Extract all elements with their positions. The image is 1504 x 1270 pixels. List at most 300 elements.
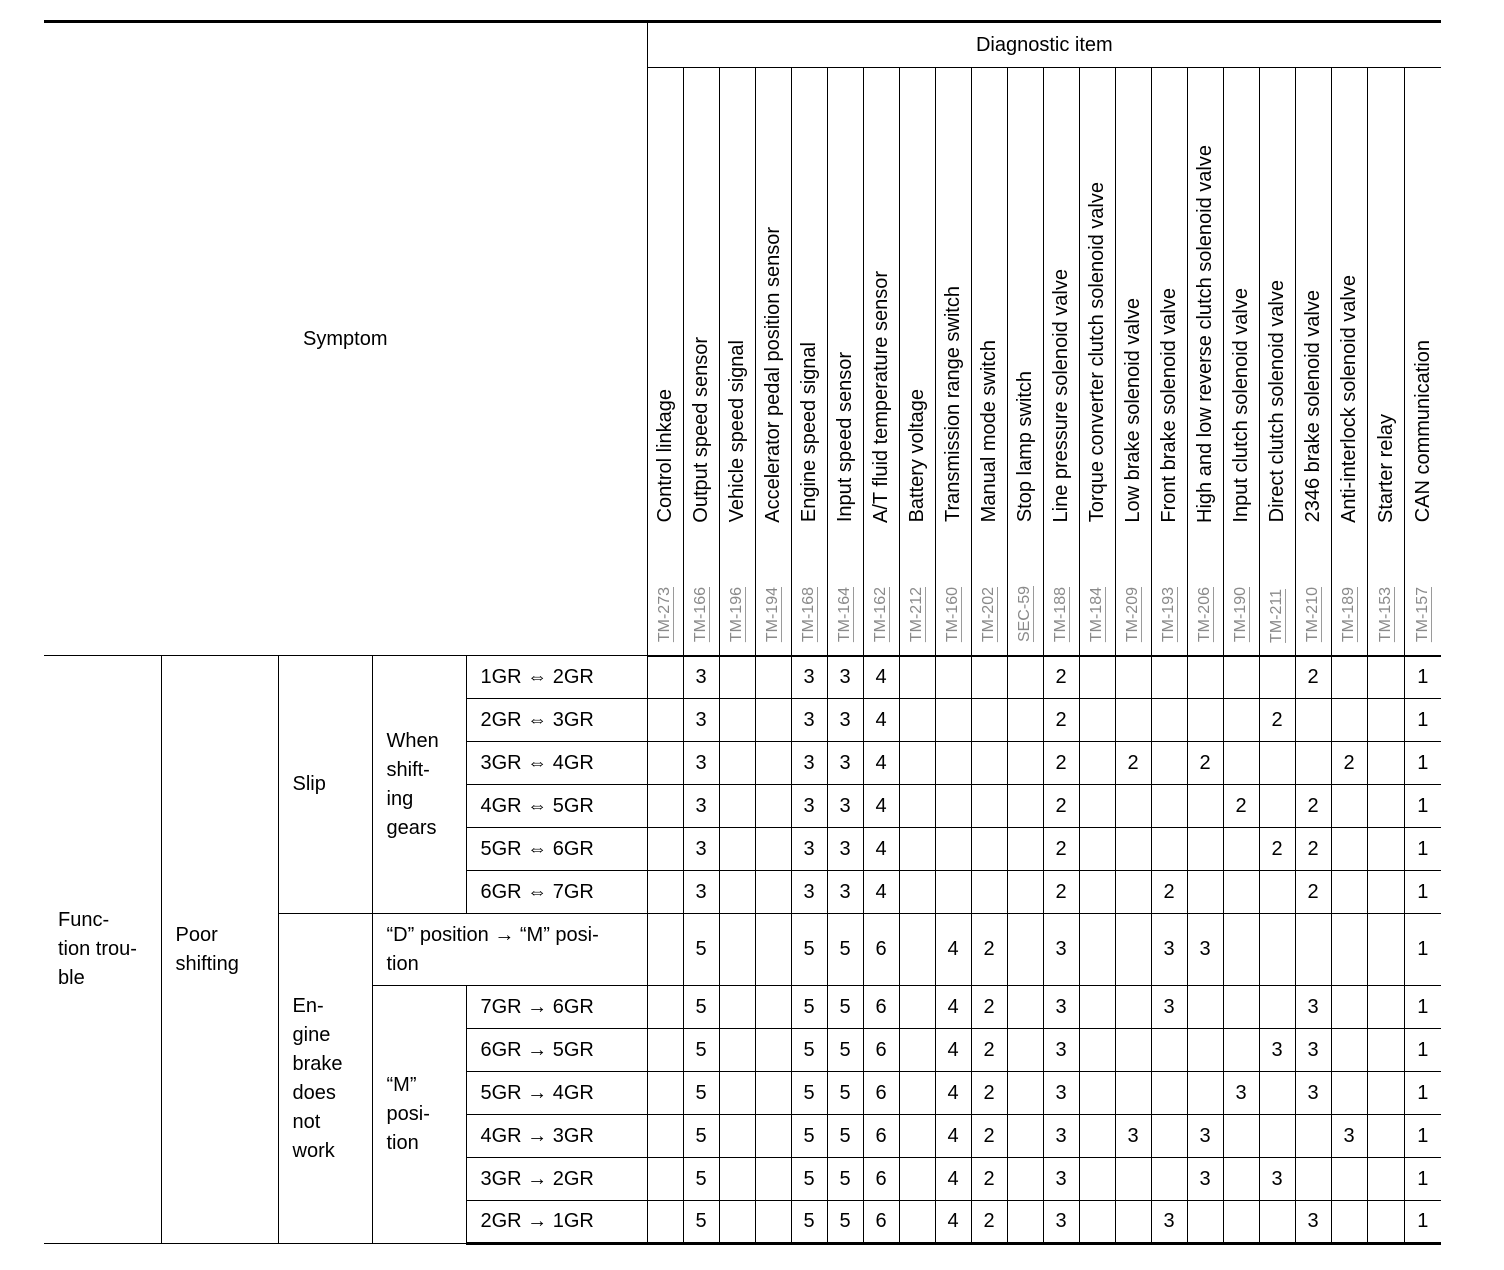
value-cell: 5 xyxy=(791,1029,827,1072)
value-cell: 2 xyxy=(1043,656,1079,699)
value-cell xyxy=(1187,986,1223,1029)
value-cell: 2 xyxy=(1259,828,1295,871)
row-label: 6GR ⇔ 7GR xyxy=(466,871,647,914)
value-cell xyxy=(719,785,755,828)
column-ref-link[interactable]: TM-188 xyxy=(1052,587,1070,643)
column-name: Accelerator pedal position sensor xyxy=(762,226,785,523)
value-cell: 2 xyxy=(1043,828,1079,871)
value-cell xyxy=(755,828,791,871)
value-cell xyxy=(1367,699,1404,742)
value-cell: 1 xyxy=(1404,871,1441,914)
column-header xyxy=(683,68,719,656)
value-cell xyxy=(1331,914,1367,986)
value-cell xyxy=(719,1201,755,1244)
value-cell xyxy=(1007,742,1043,785)
column-header xyxy=(647,68,683,656)
value-cell xyxy=(1223,699,1259,742)
value-cell xyxy=(1187,828,1223,871)
value-cell xyxy=(1079,1072,1115,1115)
value-cell xyxy=(1115,871,1151,914)
value-cell: 5 xyxy=(827,1072,863,1115)
value-cell: 5 xyxy=(827,914,863,986)
value-cell xyxy=(1223,1158,1259,1201)
value-cell: 3 xyxy=(1259,1029,1295,1072)
value-cell xyxy=(1367,1029,1404,1072)
value-cell: 2 xyxy=(1187,742,1223,785)
value-cell xyxy=(1331,785,1367,828)
column-name: A/T fluid temperature sensor xyxy=(870,270,893,523)
column-ref-link[interactable]: TM-153 xyxy=(1376,587,1394,643)
column-ref-link[interactable]: TM-184 xyxy=(1088,587,1106,643)
value-cell xyxy=(1367,785,1404,828)
value-cell xyxy=(1007,1072,1043,1115)
value-cell xyxy=(1007,1201,1043,1244)
value-cell: 4 xyxy=(935,1201,971,1244)
column-name: Battery voltage xyxy=(906,389,929,523)
column-ref-link[interactable]: SEC-59 xyxy=(1016,586,1034,643)
engine-brake-cell: En- gine brake does not work xyxy=(278,914,372,1244)
value-cell xyxy=(755,1029,791,1072)
column-ref-link[interactable]: TM-211 xyxy=(1268,588,1286,643)
value-cell: 5 xyxy=(791,1072,827,1115)
value-cell: 3 xyxy=(1295,1029,1331,1072)
value-cell xyxy=(935,871,971,914)
column-name: CAN communication xyxy=(1411,340,1434,523)
value-cell: 5 xyxy=(683,1158,719,1201)
value-cell: 2 xyxy=(971,1158,1007,1201)
value-cell: 2 xyxy=(1043,785,1079,828)
value-cell: 1 xyxy=(1404,699,1441,742)
value-cell: 3 xyxy=(683,699,719,742)
value-cell xyxy=(1007,1158,1043,1201)
value-cell: 3 xyxy=(683,785,719,828)
value-cell xyxy=(935,785,971,828)
value-cell xyxy=(1331,1029,1367,1072)
value-cell xyxy=(1079,828,1115,871)
when-shifting-cell: When shift- ing gears xyxy=(372,656,466,914)
value-cell xyxy=(971,656,1007,699)
value-cell: 3 xyxy=(683,871,719,914)
value-cell: 4 xyxy=(863,742,899,785)
column-ref-link[interactable]: TM-210 xyxy=(1304,587,1322,643)
column-name: Manual mode switch xyxy=(978,340,1001,523)
value-cell xyxy=(899,1201,935,1244)
value-cell: 3 xyxy=(1151,1201,1187,1244)
column-name: Starter relay xyxy=(1374,413,1397,523)
value-cell: 4 xyxy=(863,871,899,914)
value-cell xyxy=(1151,1158,1187,1201)
value-cell: 2 xyxy=(1331,742,1367,785)
value-cell xyxy=(719,1158,755,1201)
value-cell xyxy=(1007,699,1043,742)
column-header xyxy=(1295,68,1331,656)
row-label: 3GR ⇔ 4GR xyxy=(466,742,647,785)
value-cell: 1 xyxy=(1404,1158,1441,1201)
value-cell xyxy=(1187,1201,1223,1244)
value-cell xyxy=(755,699,791,742)
value-cell: 1 xyxy=(1404,828,1441,871)
value-cell: 1 xyxy=(1404,656,1441,699)
column-ref-link[interactable]: TM-209 xyxy=(1124,587,1142,643)
value-cell: 6 xyxy=(863,1029,899,1072)
value-cell xyxy=(1079,699,1115,742)
value-cell xyxy=(935,656,971,699)
value-cell xyxy=(1223,914,1259,986)
value-cell xyxy=(1007,785,1043,828)
value-cell xyxy=(899,1158,935,1201)
value-cell: 2 xyxy=(971,914,1007,986)
value-cell: 2 xyxy=(971,1201,1007,1244)
value-cell: 5 xyxy=(683,1029,719,1072)
value-cell xyxy=(1007,871,1043,914)
value-cell xyxy=(1187,871,1223,914)
column-header xyxy=(1151,68,1187,656)
value-cell xyxy=(1079,914,1115,986)
value-cell xyxy=(971,699,1007,742)
value-cell xyxy=(755,1115,791,1158)
value-cell: 3 xyxy=(1043,914,1079,986)
column-header xyxy=(1187,68,1223,656)
value-cell: 3 xyxy=(1043,986,1079,1029)
column-ref-link[interactable]: TM-190 xyxy=(1232,587,1250,643)
value-cell xyxy=(1367,914,1404,986)
category-cell: Func- tion trou- ble xyxy=(44,656,161,1244)
value-cell xyxy=(719,914,755,986)
value-cell: 3 xyxy=(1295,1201,1331,1244)
value-cell xyxy=(1187,785,1223,828)
value-cell xyxy=(971,785,1007,828)
value-cell xyxy=(935,699,971,742)
value-cell xyxy=(1079,1029,1115,1072)
value-cell: 5 xyxy=(683,986,719,1029)
column-ref-link[interactable]: TM-164 xyxy=(836,587,854,643)
value-cell xyxy=(1079,656,1115,699)
value-cell xyxy=(1295,1158,1331,1201)
value-cell: 2 xyxy=(1115,742,1151,785)
diagnostic-item-header: Diagnostic item xyxy=(647,22,1441,68)
value-cell: 5 xyxy=(791,914,827,986)
value-cell xyxy=(647,914,683,986)
value-cell xyxy=(935,742,971,785)
value-cell xyxy=(1187,1072,1223,1115)
column-name: Input speed sensor xyxy=(834,352,857,523)
column-name: Transmission range switch xyxy=(942,286,965,523)
value-cell: 2 xyxy=(971,1072,1007,1115)
value-cell xyxy=(1115,1201,1151,1244)
value-cell xyxy=(899,914,935,986)
value-cell xyxy=(1259,914,1295,986)
value-cell xyxy=(1223,1201,1259,1244)
value-cell xyxy=(647,785,683,828)
value-cell: 3 xyxy=(827,871,863,914)
column-ref-link[interactable]: TM-157 xyxy=(1413,587,1431,643)
value-cell xyxy=(1115,1072,1151,1115)
value-cell: 5 xyxy=(683,914,719,986)
value-cell: 4 xyxy=(935,1029,971,1072)
value-cell: 3 xyxy=(791,656,827,699)
column-name: 2346 brake solenoid valve xyxy=(1302,290,1325,523)
value-cell: 4 xyxy=(935,1115,971,1158)
value-cell xyxy=(1151,828,1187,871)
value-cell xyxy=(899,1029,935,1072)
value-cell xyxy=(899,699,935,742)
value-cell xyxy=(719,1115,755,1158)
column-ref-link[interactable]: TM-194 xyxy=(764,587,782,643)
value-cell: 5 xyxy=(827,986,863,1029)
value-cell: 3 xyxy=(1259,1158,1295,1201)
row-label: 1GR ⇔ 2GR xyxy=(466,656,647,699)
value-cell: 6 xyxy=(863,986,899,1029)
value-cell: 5 xyxy=(827,1158,863,1201)
value-cell: 1 xyxy=(1404,914,1441,986)
column-ref-link[interactable]: TM-166 xyxy=(692,587,710,643)
value-cell: 1 xyxy=(1404,785,1441,828)
value-cell xyxy=(899,1072,935,1115)
value-cell: 2 xyxy=(1259,699,1295,742)
value-cell xyxy=(1259,1072,1295,1115)
column-ref-link[interactable]: TM-212 xyxy=(908,587,926,643)
row-label: 4GR → 3GR xyxy=(466,1115,647,1158)
row-label: 4GR ⇔ 5GR xyxy=(466,785,647,828)
value-cell: 4 xyxy=(935,1072,971,1115)
value-cell xyxy=(899,742,935,785)
value-cell: 6 xyxy=(863,1158,899,1201)
value-cell xyxy=(1223,828,1259,871)
column-ref-link[interactable]: TM-189 xyxy=(1340,587,1358,643)
column-header xyxy=(1079,68,1115,656)
value-cell xyxy=(1115,1029,1151,1072)
value-cell xyxy=(899,1115,935,1158)
value-cell: 3 xyxy=(683,656,719,699)
value-cell xyxy=(1259,742,1295,785)
value-cell: 5 xyxy=(827,1201,863,1244)
value-cell: 2 xyxy=(971,986,1007,1029)
value-cell: 4 xyxy=(935,986,971,1029)
value-cell: 3 xyxy=(1043,1072,1079,1115)
value-cell: 2 xyxy=(971,1029,1007,1072)
column-header xyxy=(827,68,863,656)
column-header xyxy=(791,68,827,656)
value-cell xyxy=(719,828,755,871)
column-name: Torque converter clutch solenoid valve xyxy=(1086,182,1109,523)
column-name: Input clutch solenoid valve xyxy=(1230,287,1253,523)
value-cell xyxy=(1331,986,1367,1029)
value-cell xyxy=(1079,1201,1115,1244)
value-cell xyxy=(899,828,935,871)
value-cell xyxy=(1079,1158,1115,1201)
value-cell xyxy=(719,1029,755,1072)
value-cell: 2 xyxy=(1151,871,1187,914)
column-name: Low brake solenoid valve xyxy=(1122,297,1145,523)
value-cell xyxy=(1187,699,1223,742)
value-cell xyxy=(755,1201,791,1244)
value-cell: 3 xyxy=(791,785,827,828)
value-cell: 4 xyxy=(863,828,899,871)
value-cell: 3 xyxy=(1043,1029,1079,1072)
value-cell xyxy=(647,1115,683,1158)
value-cell xyxy=(1115,785,1151,828)
value-cell xyxy=(1223,742,1259,785)
column-ref-link[interactable]: TM-193 xyxy=(1160,587,1178,643)
column-header xyxy=(1223,68,1259,656)
value-cell: 4 xyxy=(863,785,899,828)
value-cell xyxy=(719,656,755,699)
value-cell xyxy=(1223,1029,1259,1072)
value-cell xyxy=(1331,1158,1367,1201)
value-cell: 5 xyxy=(791,1158,827,1201)
row-label: 5GR ⇔ 6GR xyxy=(466,828,647,871)
value-cell xyxy=(1367,986,1404,1029)
value-cell: 3 xyxy=(791,742,827,785)
value-cell: 4 xyxy=(863,699,899,742)
value-cell: 6 xyxy=(863,1201,899,1244)
row-label: 6GR → 5GR xyxy=(466,1029,647,1072)
value-cell xyxy=(719,1072,755,1115)
value-cell xyxy=(1187,1029,1223,1072)
value-cell xyxy=(755,656,791,699)
value-cell xyxy=(1079,1115,1115,1158)
value-cell: 6 xyxy=(863,1115,899,1158)
value-cell xyxy=(647,699,683,742)
value-cell xyxy=(1223,1115,1259,1158)
value-cell xyxy=(647,1072,683,1115)
column-header xyxy=(1259,68,1295,656)
column-header xyxy=(935,68,971,656)
row-label: “D” position → “M” posi- tion xyxy=(372,914,647,986)
value-cell: 3 xyxy=(791,828,827,871)
column-header xyxy=(899,68,935,656)
value-cell xyxy=(719,742,755,785)
value-cell xyxy=(1115,986,1151,1029)
value-cell xyxy=(1151,1115,1187,1158)
value-cell: 3 xyxy=(1043,1158,1079,1201)
column-ref-link[interactable]: TM-168 xyxy=(800,587,818,643)
value-cell xyxy=(755,1072,791,1115)
value-cell xyxy=(1115,699,1151,742)
value-cell xyxy=(1259,656,1295,699)
value-cell xyxy=(1079,986,1115,1029)
value-cell xyxy=(1007,986,1043,1029)
value-cell: 3 xyxy=(1043,1201,1079,1244)
value-cell: 3 xyxy=(1043,1115,1079,1158)
value-cell: 1 xyxy=(1404,1115,1441,1158)
column-name: Vehicle speed signal xyxy=(726,340,749,523)
value-cell: 3 xyxy=(683,828,719,871)
column-ref-link[interactable]: TM-273 xyxy=(656,587,674,643)
value-cell: 4 xyxy=(935,914,971,986)
value-cell: 3 xyxy=(1295,986,1331,1029)
value-cell: 1 xyxy=(1404,1029,1441,1072)
value-cell xyxy=(1151,742,1187,785)
value-cell: 3 xyxy=(827,699,863,742)
row-label: 7GR → 6GR xyxy=(466,986,647,1029)
value-cell xyxy=(755,785,791,828)
row-label: 2GR ⇔ 3GR xyxy=(466,699,647,742)
value-cell xyxy=(647,1029,683,1072)
column-name: Direct clutch solenoid valve xyxy=(1266,280,1289,523)
column-name: Line pressure solenoid valve xyxy=(1050,269,1073,523)
value-cell: 5 xyxy=(683,1201,719,1244)
value-cell: 5 xyxy=(827,1029,863,1072)
value-cell xyxy=(647,742,683,785)
value-cell: 2 xyxy=(1295,828,1331,871)
symptom-header: Symptom xyxy=(44,22,647,656)
row-label: 5GR → 4GR xyxy=(466,1072,647,1115)
column-ref-link[interactable]: TM-202 xyxy=(980,587,998,643)
value-cell xyxy=(1367,871,1404,914)
column-ref-link[interactable]: TM-206 xyxy=(1196,587,1214,643)
value-cell: 1 xyxy=(1404,1072,1441,1115)
value-cell xyxy=(971,828,1007,871)
value-cell xyxy=(1331,828,1367,871)
value-cell: 2 xyxy=(1295,871,1331,914)
value-cell: 5 xyxy=(683,1072,719,1115)
slip-cell: Slip xyxy=(278,656,372,914)
column-name: Control linkage xyxy=(654,389,677,523)
value-cell xyxy=(1367,742,1404,785)
value-cell xyxy=(1151,1029,1187,1072)
value-cell: 6 xyxy=(863,1072,899,1115)
value-cell xyxy=(899,785,935,828)
column-name: High and low reverse clutch solenoid valve xyxy=(1194,144,1217,523)
column-header xyxy=(1115,68,1151,656)
value-cell xyxy=(1151,785,1187,828)
column-header xyxy=(1043,68,1079,656)
column-ref-link[interactable]: TM-162 xyxy=(872,587,890,643)
value-cell xyxy=(1331,871,1367,914)
value-cell xyxy=(1367,1115,1404,1158)
value-cell: 2 xyxy=(1043,699,1079,742)
column-header xyxy=(1367,68,1404,656)
column-ref-link[interactable]: TM-196 xyxy=(728,587,746,643)
value-cell xyxy=(1259,1115,1295,1158)
value-cell: 1 xyxy=(1404,1201,1441,1244)
value-cell xyxy=(1295,914,1331,986)
value-cell xyxy=(1007,656,1043,699)
value-cell xyxy=(647,1201,683,1244)
column-name: Engine speed signal xyxy=(798,342,821,523)
value-cell xyxy=(1259,871,1295,914)
value-cell xyxy=(1007,914,1043,986)
column-header xyxy=(971,68,1007,656)
value-cell xyxy=(971,871,1007,914)
value-cell: 2 xyxy=(1295,656,1331,699)
value-cell xyxy=(755,986,791,1029)
value-cell xyxy=(1367,1201,1404,1244)
value-cell: 3 xyxy=(1187,1115,1223,1158)
value-cell: 3 xyxy=(1187,1158,1223,1201)
value-cell: 2 xyxy=(1295,785,1331,828)
value-cell xyxy=(1367,828,1404,871)
value-cell xyxy=(1223,986,1259,1029)
value-cell xyxy=(1223,871,1259,914)
value-cell: 3 xyxy=(827,656,863,699)
value-cell xyxy=(755,1158,791,1201)
column-ref-link[interactable]: TM-160 xyxy=(944,587,962,643)
subcategory-cell: Poor shifting xyxy=(161,656,278,1244)
value-cell xyxy=(1367,656,1404,699)
value-cell xyxy=(1151,1072,1187,1115)
value-cell xyxy=(935,828,971,871)
column-name: Output speed sensor xyxy=(690,336,713,523)
value-cell: 2 xyxy=(971,1115,1007,1158)
table-row xyxy=(44,656,1441,699)
value-cell: 3 xyxy=(1151,914,1187,986)
value-cell: 3 xyxy=(791,699,827,742)
value-cell: 3 xyxy=(827,785,863,828)
value-cell: 5 xyxy=(827,1115,863,1158)
value-cell xyxy=(899,871,935,914)
